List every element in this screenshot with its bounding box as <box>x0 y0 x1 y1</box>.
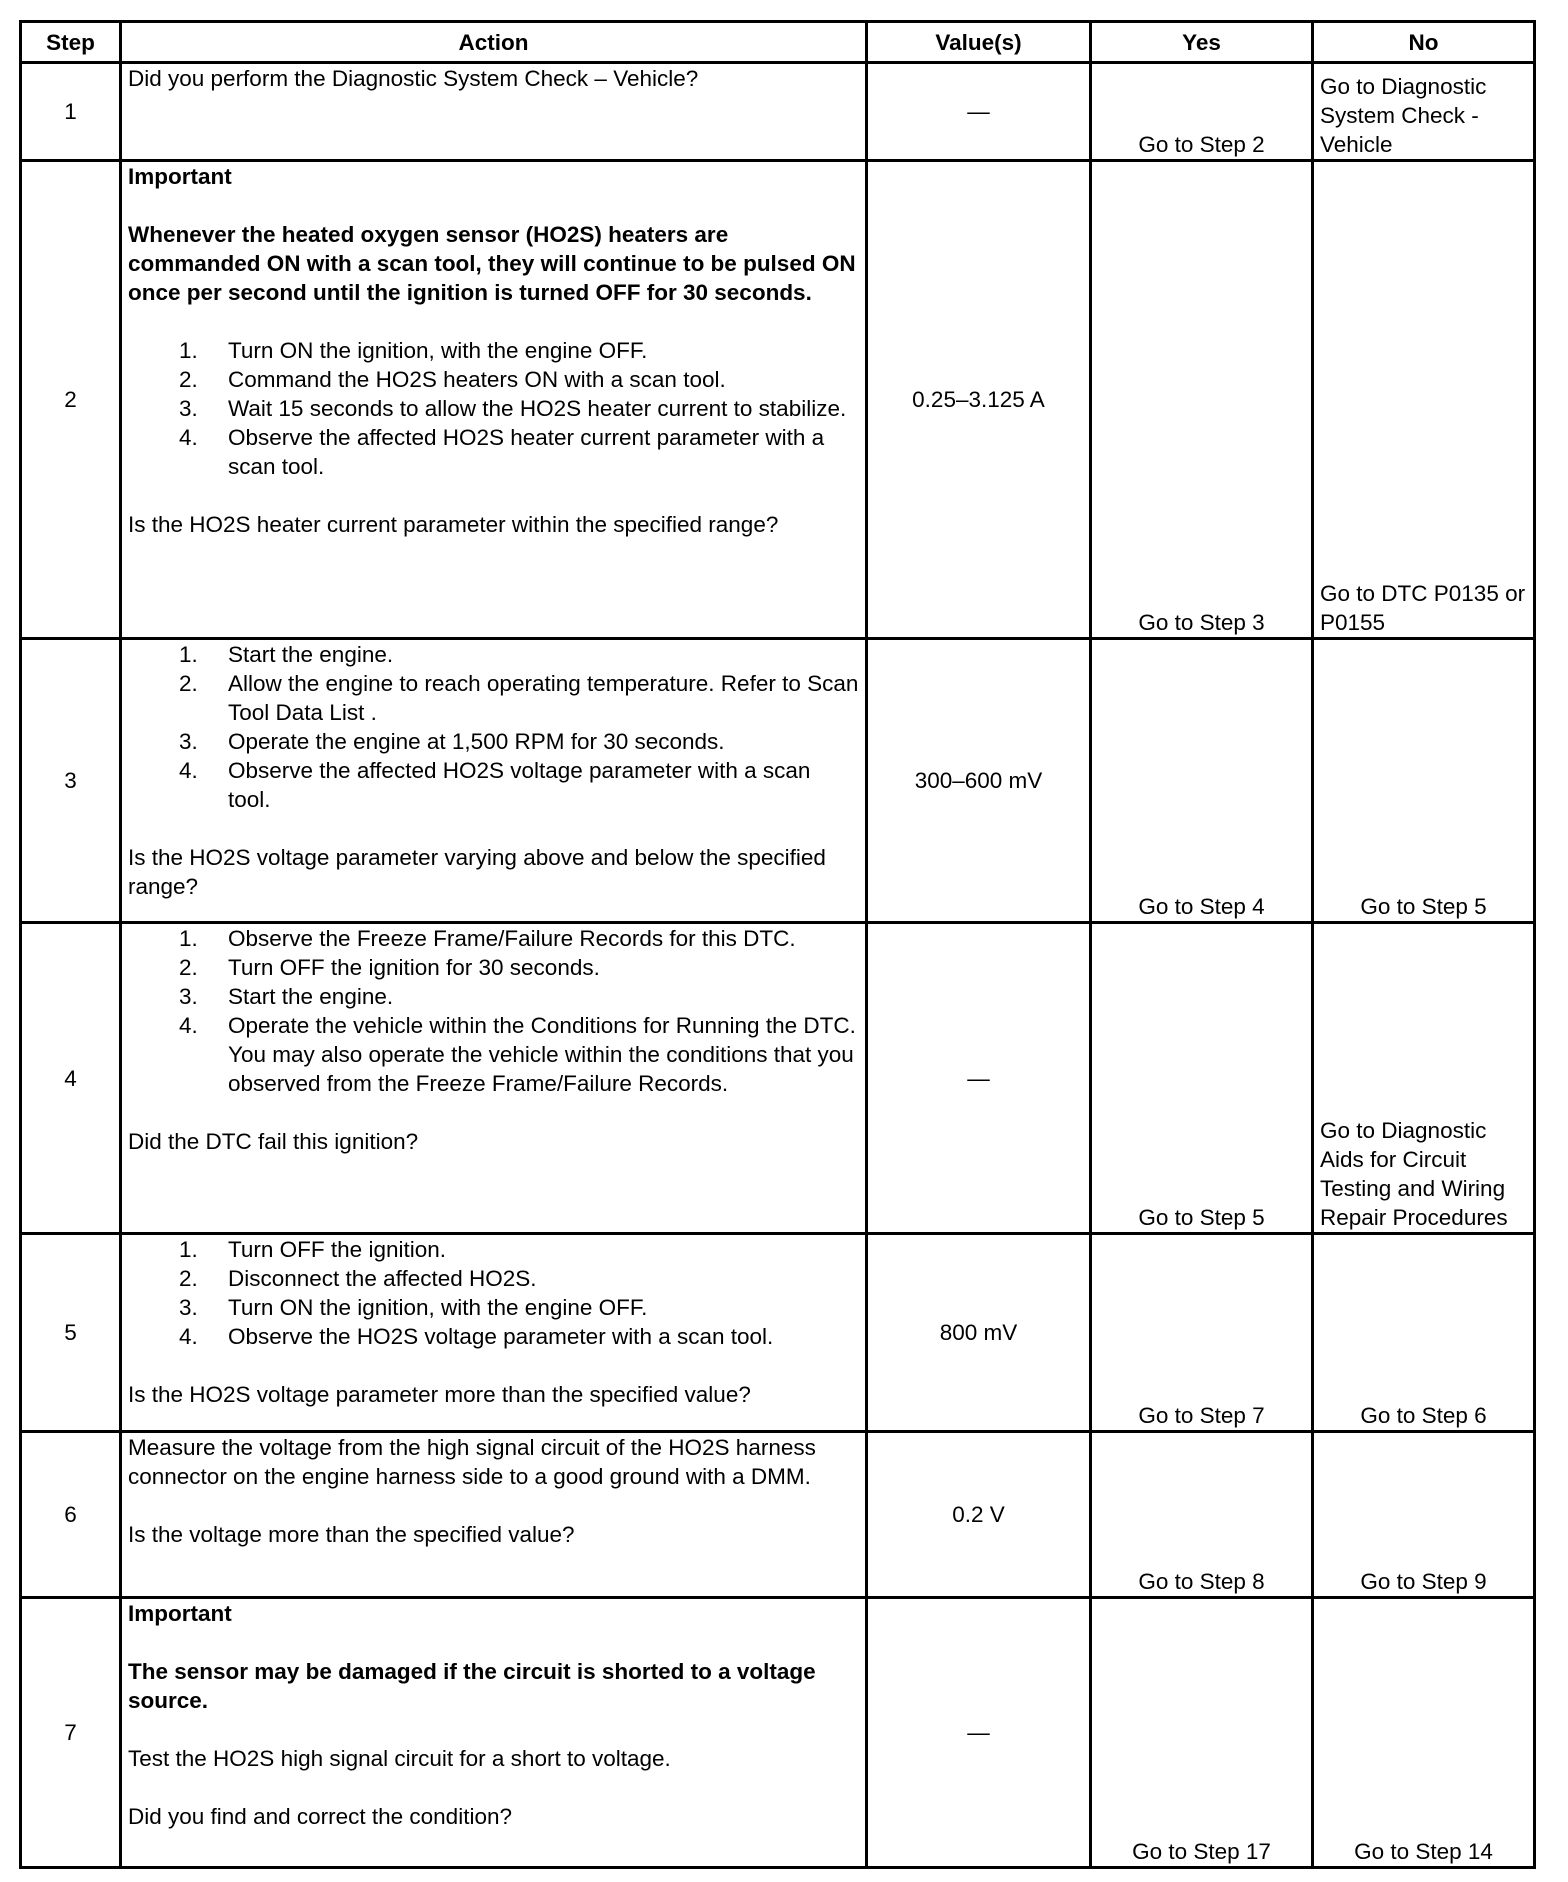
list-item: 3. Turn ON the ignition, with the engine OFF. <box>179 1295 648 1320</box>
step-number: 6 <box>21 1432 121 1598</box>
value-cell: 0.2 V <box>867 1432 1091 1598</box>
question-text: Is the HO2S heater current parameter within the specified range? <box>128 512 779 537</box>
header-step: Step <box>21 22 121 63</box>
step-number: 3 <box>21 639 121 923</box>
list-item: 3. Operate the engine at 1,500 RPM for 30 seconds. <box>179 729 725 754</box>
no-link[interactable]: Go to Step 14 <box>1313 1598 1535 1868</box>
header-no: No <box>1313 22 1535 63</box>
step-number: 4 <box>21 923 121 1234</box>
list-item: 2. Allow the engine to reach operating temperature. Refer to Scan Tool Data List . <box>179 671 859 725</box>
action-cell <box>121 639 867 923</box>
value-cell: 300–600 mV <box>867 639 1091 923</box>
no-link[interactable]: Go to Diagnostic Aids for Circuit Testing and Wiring Repair Procedures <box>1313 923 1535 1234</box>
step-number: 1 <box>21 63 121 161</box>
yes-link[interactable]: Go to Step 3 <box>1091 161 1313 639</box>
question-text: Is the HO2S voltage parameter more than the specified value? <box>128 1382 751 1407</box>
action-text: Test the HO2S high signal circuit for a short to voltage. <box>128 1746 671 1771</box>
important-note: Whenever the heated oxygen sensor (HO2S) heaters are commanded ON with a scan tool, they will continue to be pulsed ON once per second until the ignition is turned OFF for 30 seconds. <box>128 222 856 305</box>
diagnostic-table <box>19 20 1536 1869</box>
list-item: 4. Observe the HO2S voltage parameter with a scan tool. <box>179 1324 774 1349</box>
no-link[interactable]: Go to Step 6 <box>1313 1234 1535 1432</box>
header-action: Action <box>121 22 867 63</box>
table-row-step-4 <box>21 923 1535 1234</box>
list-item: 4. Observe the affected HO2S heater current parameter with a scan tool. <box>179 425 825 479</box>
value-cell: — <box>867 63 1091 161</box>
value-cell: — <box>867 923 1091 1234</box>
table-row-step-5 <box>21 1234 1535 1432</box>
question-text: Is the HO2S voltage parameter varying above and below the specified range? <box>128 845 826 899</box>
yes-link[interactable]: Go to Step 8 <box>1091 1432 1313 1598</box>
table-row-step-1 <box>21 63 1535 161</box>
important-heading: Important <box>128 1601 232 1626</box>
no-link[interactable]: Go to Step 9 <box>1313 1432 1535 1598</box>
header-values: Value(s) <box>867 22 1091 63</box>
step-number: 7 <box>21 1598 121 1868</box>
action-cell <box>121 63 867 161</box>
table-row-step-3 <box>21 639 1535 923</box>
value-cell: — <box>867 1598 1091 1868</box>
list-item: 2. Command the HO2S heaters ON with a scan tool. <box>179 367 726 392</box>
action-text: Measure the voltage from the high signal circuit of the HO2S harness connector on the engine harness side to a good ground with a DMM. <box>128 1435 816 1489</box>
action-cell <box>121 161 867 639</box>
table-row-step-7 <box>21 1598 1535 1868</box>
action-text: Did you perform the Diagnostic System Check – Vehicle? <box>128 66 699 91</box>
question-text: Did the DTC fail this ignition? <box>128 1129 419 1154</box>
no-link[interactable]: Go to DTC P0135 or P0155 <box>1313 161 1535 639</box>
procedure-list <box>128 336 859 481</box>
header-yes: Yes <box>1091 22 1313 63</box>
value-cell: 0.25–3.125 A <box>867 161 1091 639</box>
list-item: 1. Turn ON the ignition, with the engine OFF. <box>179 338 648 363</box>
table-row-step-6 <box>21 1432 1535 1598</box>
question-text: Did you find and correct the condition? <box>128 1804 512 1829</box>
yes-link[interactable]: Go to Step 17 <box>1091 1598 1313 1868</box>
action-cell <box>121 1234 867 1432</box>
action-cell <box>121 923 867 1234</box>
no-link[interactable]: Go to Step 5 <box>1313 639 1535 923</box>
question-text: Is the voltage more than the specified value? <box>128 1522 575 1547</box>
yes-link[interactable]: Go to Step 5 <box>1091 923 1313 1234</box>
action-cell <box>121 1598 867 1868</box>
procedure-list <box>128 1235 859 1351</box>
no-link[interactable]: Go to Diagnostic System Check - Vehicle <box>1313 63 1535 161</box>
action-cell <box>121 1432 867 1598</box>
header-row <box>21 22 1535 63</box>
procedure-list <box>128 924 859 1098</box>
important-note: The sensor may be damaged if the circuit is shorted to a voltage source. <box>128 1659 816 1713</box>
value-cell: 800 mV <box>867 1234 1091 1432</box>
table-row-step-2 <box>21 161 1535 639</box>
step-number: 5 <box>21 1234 121 1432</box>
yes-link[interactable]: Go to Step 7 <box>1091 1234 1313 1432</box>
list-item: 2. Disconnect the affected HO2S. <box>179 1266 537 1291</box>
list-item: 3. Wait 15 seconds to allow the HO2S heater current to stabilize. <box>179 396 847 421</box>
list-item: 2. Turn OFF the ignition for 30 seconds. <box>179 955 600 980</box>
yes-link[interactable]: Go to Step 2 <box>1091 63 1313 161</box>
list-item: 1. Turn OFF the ignition. <box>179 1237 447 1262</box>
step-number: 2 <box>21 161 121 639</box>
list-item: 4. Observe the affected HO2S voltage parameter with a scan tool. <box>179 758 811 812</box>
yes-link[interactable]: Go to Step 4 <box>1091 639 1313 923</box>
procedure-list <box>128 640 859 814</box>
list-item: 4. Operate the vehicle within the Conditions for Running the DTC. You may also operate the vehicle within the conditions that you observed from the Freeze Frame/Failure Records. <box>179 1013 856 1096</box>
important-heading: Important <box>128 164 232 189</box>
list-item: 3. Start the engine. <box>179 984 394 1009</box>
list-item: 1. Start the engine. <box>179 642 394 667</box>
list-item: 1. Observe the Freeze Frame/Failure Records for this DTC. <box>179 926 796 951</box>
